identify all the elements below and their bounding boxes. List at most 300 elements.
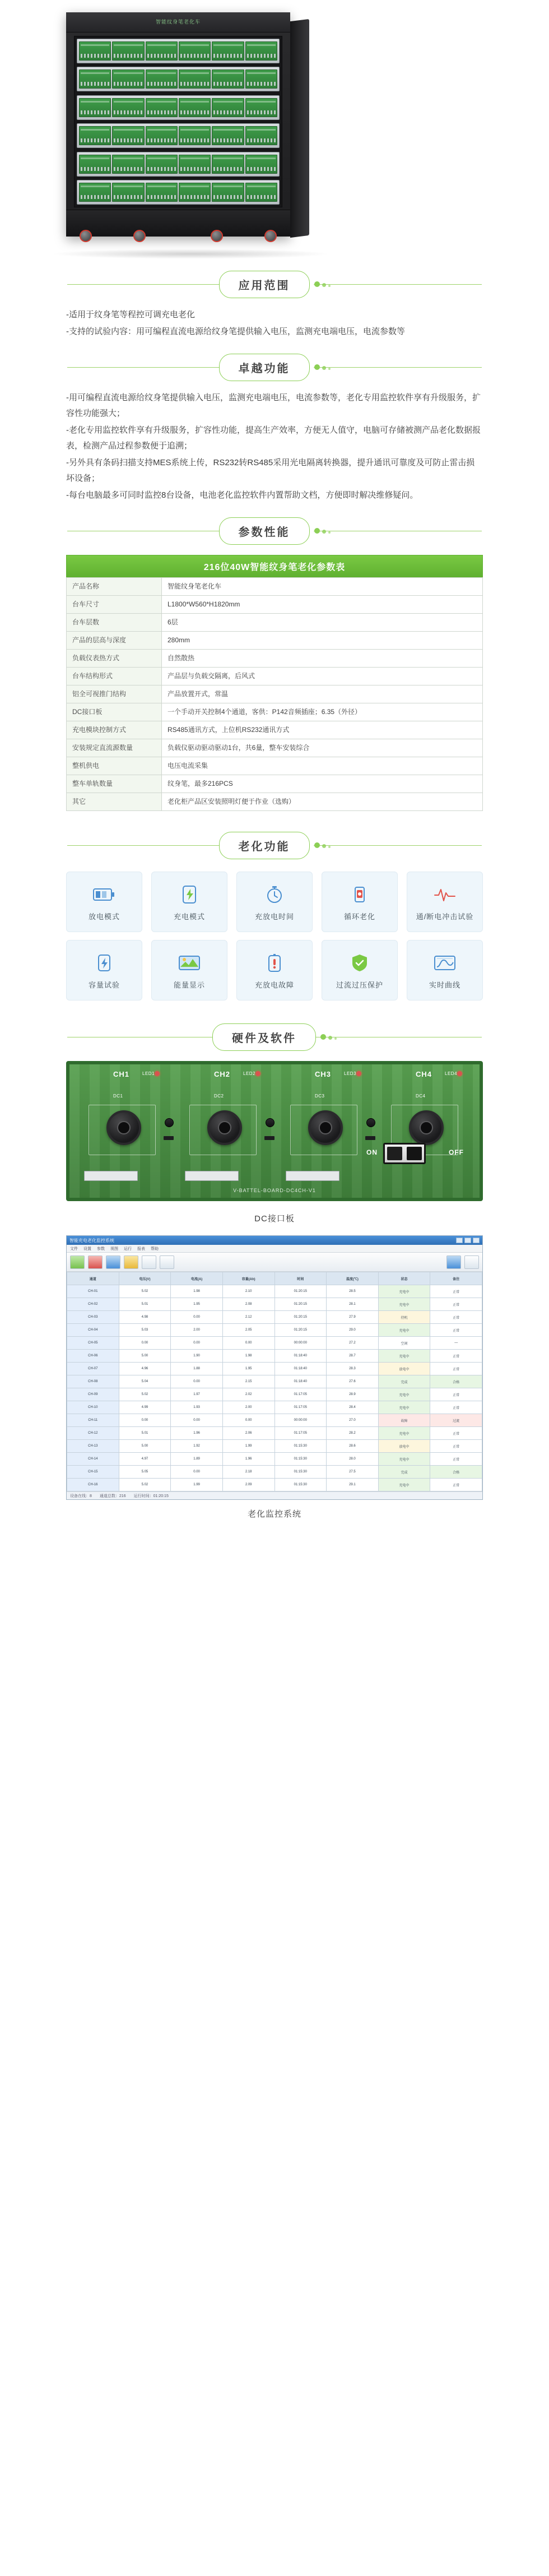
cell: 5.01 — [119, 1298, 171, 1310]
window-titlebar — [67, 1236, 482, 1245]
dc-label: DC4 — [416, 1094, 426, 1099]
status-led — [255, 1071, 260, 1076]
cell: 0.00 — [171, 1466, 222, 1478]
module-slot — [146, 183, 178, 202]
feature-card-charge-fault[interactable] — [236, 940, 313, 1000]
module-slot — [179, 155, 211, 174]
cell: 27.9 — [327, 1311, 378, 1323]
module-slot — [179, 98, 211, 117]
cell: 2.05 — [223, 1324, 274, 1336]
cell: 正常 — [430, 1285, 482, 1298]
module-slot — [112, 70, 144, 89]
table-row — [67, 632, 483, 650]
feature-label: 循环老化 — [343, 912, 375, 921]
switch-label-on: ON — [366, 1148, 378, 1156]
cell: CH-01 — [67, 1285, 119, 1298]
table-row — [67, 703, 483, 721]
cabinet-shelves — [74, 36, 282, 207]
cell: CH-02 — [67, 1298, 119, 1310]
cell: 充电中 — [379, 1453, 430, 1465]
caster-wheel — [264, 230, 277, 242]
features-line-4: -每台电脑最多可同时监控8台设备，电池老化监控软件内置帮助文档，方便即时解决维修疑问。 — [66, 490, 418, 500]
module-slot — [146, 70, 178, 89]
cell: 1.90 — [171, 1350, 222, 1362]
table-row — [67, 721, 483, 739]
cell: 01:15:30 — [275, 1453, 327, 1465]
feature-card-over-protection[interactable] — [322, 940, 398, 1000]
section-heading-scope — [0, 263, 549, 305]
window-controls[interactable] — [456, 1238, 480, 1243]
cell: 27.6 — [327, 1375, 378, 1388]
dc-interface-board — [66, 1061, 483, 1201]
cell: CH-08 — [67, 1375, 119, 1388]
module-slot — [245, 183, 277, 202]
resistor — [365, 1136, 375, 1140]
spec-value: 纹身笔，最多216PCS — [162, 775, 483, 793]
spec-value: 电压电流采集 — [162, 757, 483, 775]
battery-icon — [92, 883, 116, 906]
spec-value: 智能纹身笔老化车 — [162, 578, 483, 596]
cell: 2.12 — [223, 1311, 274, 1323]
cell: 2.10 — [223, 1285, 274, 1298]
spec-key: 充电模块控制方式 — [67, 721, 162, 739]
cell: 01:18:40 — [275, 1375, 327, 1388]
spec-value: RS485通讯方式，上位机RS232通讯方式 — [162, 721, 483, 739]
features-text-block — [0, 388, 549, 510]
column-header: 状态 — [379, 1272, 430, 1285]
spec-key: 台车尺寸 — [67, 596, 162, 614]
table-row — [67, 685, 483, 703]
feature-card-energy-display[interactable] — [151, 940, 227, 1000]
table-row — [67, 775, 483, 793]
module-slot — [245, 126, 277, 145]
feature-card-discharge[interactable] — [66, 872, 142, 932]
led-label: LED2 — [243, 1071, 256, 1076]
cell: 28.6 — [327, 1440, 378, 1452]
spec-value: 老化柜产品区安装照明灯便于作业（选购） — [162, 793, 483, 811]
cell: CH-15 — [67, 1466, 119, 1478]
cabinet-header-label: 智能纹身笔老化车 — [155, 19, 201, 25]
module-slot — [146, 155, 178, 174]
feature-label: 充电模式 — [173, 912, 205, 921]
spec-value: 自然散热 — [162, 650, 483, 668]
spec-value: 负载仪驱动驱动驱动1台，共6量，整车安装综合 — [162, 739, 483, 757]
module-slot — [79, 183, 111, 202]
module-slot — [212, 183, 244, 202]
module-slot — [112, 155, 144, 174]
heading-rule-right — [314, 284, 482, 285]
power-rocker-switch[interactable] — [383, 1143, 426, 1164]
feature-card-power-impulse[interactable] — [407, 872, 483, 932]
help-button[interactable] — [464, 1255, 479, 1269]
led-label: LED4 — [445, 1071, 458, 1076]
spec-value: 产品层与负载交隔离，后风式 — [162, 668, 483, 685]
cell: 充电中 — [379, 1324, 430, 1336]
cell: 01:20:15 — [275, 1324, 327, 1336]
menu-item-report[interactable]: 报表 — [137, 1247, 145, 1251]
menu-bar[interactable] — [67, 1245, 482, 1253]
menu-item-help[interactable]: 帮助 — [151, 1247, 159, 1251]
silkscreen-outline — [290, 1105, 357, 1155]
section-title-hardware: 硬件及软件 — [212, 1023, 316, 1051]
dc-label: DC2 — [214, 1094, 224, 1099]
cell: 2.08 — [223, 1298, 274, 1310]
cell: 充电中 — [379, 1388, 430, 1401]
cell: 1.97 — [171, 1388, 222, 1401]
dc-label: DC1 — [113, 1094, 123, 1099]
cell: — — [430, 1337, 482, 1349]
cell: 正常 — [430, 1311, 482, 1323]
status-channels: 通道总数：216 — [99, 1494, 126, 1498]
spec-key: 产品名称 — [67, 578, 162, 596]
led-label: LED1 — [142, 1071, 155, 1076]
software-screenshot-wrapper — [0, 1235, 549, 1500]
cell: 28.4 — [327, 1401, 378, 1414]
hero-shadow — [50, 249, 331, 259]
cell: 1.95 — [223, 1363, 274, 1375]
cell: 待机 — [379, 1311, 430, 1323]
bottom-spacer — [0, 1531, 549, 1545]
cabinet-side-panel — [290, 19, 309, 238]
cell: 4.97 — [119, 1453, 171, 1465]
cell: 2.02 — [223, 1388, 274, 1401]
cell: 27.5 — [327, 1466, 378, 1478]
shelf-row — [77, 123, 280, 148]
cell: CH-12 — [67, 1427, 119, 1439]
curve-view-button[interactable] — [446, 1255, 461, 1269]
cell: 正常 — [430, 1298, 482, 1310]
cabinet-header-panel — [66, 12, 290, 33]
spec-value: 产品放置开式，常温 — [162, 685, 483, 703]
feature-card-charge[interactable] — [151, 872, 227, 932]
feature-label: 放电模式 — [88, 912, 120, 921]
cell: 0.00 — [171, 1414, 222, 1426]
cell: CH-13 — [67, 1440, 119, 1452]
heading-rule-left — [67, 284, 235, 285]
cell: CH-09 — [67, 1388, 119, 1401]
cell: 01:20:15 — [275, 1311, 327, 1323]
feature-card-charge-time[interactable] — [236, 872, 313, 932]
section-title-aging: 老化功能 — [219, 832, 310, 859]
cell: 0.00 — [119, 1337, 171, 1349]
cycle-icon — [348, 883, 371, 906]
module-slot — [179, 70, 211, 89]
resistor — [164, 1136, 174, 1140]
cell: 5.01 — [119, 1427, 171, 1439]
capacitor — [266, 1118, 274, 1127]
table-row — [67, 793, 483, 811]
heading-dots-icon — [314, 281, 331, 287]
module-slot — [212, 98, 244, 117]
cell: 28.5 — [327, 1285, 378, 1298]
cell: 00:00:00 — [275, 1337, 327, 1349]
table-row — [67, 739, 483, 757]
stop-button[interactable] — [88, 1255, 103, 1269]
cell: 28.2 — [327, 1427, 378, 1439]
cell: 1.98 — [171, 1285, 222, 1298]
cell: 放电中 — [379, 1363, 430, 1375]
cell: 28.1 — [327, 1298, 378, 1310]
cell: 充电中 — [379, 1401, 430, 1414]
scope-text-block — [0, 305, 549, 346]
cell: 01:17:05 — [275, 1388, 327, 1401]
close-icon — [473, 1238, 480, 1243]
cell: 28.9 — [327, 1388, 378, 1401]
table-row — [67, 757, 483, 775]
cell: 正常 — [430, 1401, 482, 1414]
heading-rule-right — [314, 367, 482, 368]
cell: 01:18:40 — [275, 1350, 327, 1362]
cell: 1.96 — [223, 1453, 274, 1465]
caster-wheel — [80, 230, 92, 242]
cell: 00:00:00 — [275, 1414, 327, 1426]
cell: 0.00 — [171, 1337, 222, 1349]
feature-label: 充放电时间 — [254, 912, 294, 921]
status-bar — [67, 1491, 482, 1499]
caster-wheel — [211, 230, 223, 242]
charge-bolt-icon — [178, 883, 201, 906]
cell: 正常 — [430, 1324, 482, 1336]
spec-key: 其它 — [67, 793, 162, 811]
column-header: 通道 — [67, 1272, 119, 1285]
terminal-block — [286, 1171, 339, 1181]
shelf-row — [77, 152, 280, 177]
column-header: 温度(℃) — [327, 1272, 378, 1285]
section-title-features: 卓越功能 — [219, 354, 310, 381]
spec-value: L1800*W560*H1820mm — [162, 596, 483, 614]
spec-value: 280mm — [162, 632, 483, 650]
table-row — [67, 650, 483, 668]
silkscreen-outline — [89, 1105, 156, 1155]
scope-line-1: -适用于纹身笔等程控可调充电老化 — [66, 310, 195, 319]
feature-card-capacity-test[interactable] — [66, 940, 142, 1000]
table-row — [67, 578, 483, 596]
curve-icon — [433, 951, 457, 975]
resistor — [264, 1136, 274, 1140]
cell: 0.00 — [171, 1375, 222, 1388]
cell: 1.89 — [171, 1453, 222, 1465]
module-slot — [212, 126, 244, 145]
heading-dots-icon — [314, 842, 331, 848]
menu-item-file[interactable]: 文件 — [70, 1247, 78, 1251]
module-slot — [179, 126, 211, 145]
module-slot — [112, 41, 144, 61]
column-header: 电流(A) — [171, 1272, 222, 1285]
module-slot — [79, 155, 111, 174]
cabinet-illustration — [66, 12, 307, 248]
menu-item-view[interactable]: 视图 — [110, 1247, 118, 1251]
spec-key: 产品的层高与深度 — [67, 632, 162, 650]
feature-card-realtime-curve[interactable] — [407, 940, 483, 1000]
cell: 5.02 — [119, 1388, 171, 1401]
software-caption: 老化监控系统 — [247, 1509, 301, 1519]
feature-label: 充放电故障 — [254, 980, 294, 989]
channel-data-table — [67, 1272, 482, 1491]
heading-dots-icon — [314, 528, 331, 534]
cell: 1.96 — [171, 1427, 222, 1439]
heading-rule-left — [67, 367, 235, 368]
module-slot — [112, 183, 144, 202]
features-line-2: -老化专用监控软件享有升级服务，扩容性功能，提高生产效率，方便无人值守，电脑可存储被测产品老化数据报表，检测产品过程参数便于追溯； — [66, 425, 481, 451]
cell: 0.00 — [119, 1414, 171, 1426]
cell: 正常 — [430, 1427, 482, 1439]
board-footer-text: V-BATTEL-BOARD-DC4CH-V1 — [233, 1188, 316, 1193]
module-slot — [146, 98, 178, 117]
cell: 完成 — [379, 1466, 430, 1478]
spec-key: 整机供电 — [67, 757, 162, 775]
cell: CH-05 — [67, 1337, 119, 1349]
cell: 1.88 — [171, 1363, 222, 1375]
pcb-photo-wrapper — [0, 1058, 549, 1204]
menu-item-settings[interactable]: 设置 — [83, 1247, 91, 1251]
start-button[interactable] — [70, 1255, 85, 1269]
section-heading-params — [0, 510, 549, 552]
cell: 1.92 — [171, 1440, 222, 1452]
module-slot — [245, 70, 277, 89]
hero-product-photo — [0, 0, 549, 263]
table-row — [67, 614, 483, 632]
spec-value: 一个手动开关控制4个通道，客供：P142音频插座；6.35（外径） — [162, 703, 483, 721]
cell: 5.00 — [119, 1350, 171, 1362]
fault-icon — [263, 951, 286, 975]
cell: 正常 — [430, 1453, 482, 1465]
cell: 0.00 — [223, 1337, 274, 1349]
cell: 充电中 — [379, 1479, 430, 1491]
cell: 正常 — [430, 1479, 482, 1491]
module-slot — [245, 155, 277, 174]
cell: 2.00 — [223, 1401, 274, 1414]
cell: 合格 — [430, 1466, 482, 1478]
settings-button[interactable] — [106, 1255, 120, 1269]
cell: 29.0 — [327, 1324, 378, 1336]
status-led — [356, 1071, 361, 1076]
features-line-1: -用可编程直流电源给纹身笔提供输入电压，监测充电端电压，电流参数等，老化专用监控软件享有升级服务，扩容性功能强大； — [66, 393, 481, 418]
channel-label: CH3 — [315, 1070, 332, 1078]
cell: CH-11 — [67, 1414, 119, 1426]
cell: 27.0 — [327, 1414, 378, 1426]
section-heading-hardware — [0, 1016, 549, 1058]
cell: 5.02 — [119, 1285, 171, 1298]
module-slot — [212, 70, 244, 89]
status-led — [457, 1071, 462, 1076]
section-heading-aging — [0, 824, 549, 866]
cell: 充电中 — [379, 1350, 430, 1362]
feature-label: 实时曲线 — [429, 980, 460, 989]
column-header: 备注 — [430, 1272, 482, 1285]
cell: 放电中 — [379, 1440, 430, 1452]
shelf-row — [77, 180, 280, 205]
cell: 完成 — [379, 1375, 430, 1388]
section-heading-features — [0, 346, 549, 388]
toolbar[interactable] — [67, 1253, 482, 1272]
cell: 27.2 — [327, 1337, 378, 1349]
cell: 5.05 — [119, 1466, 171, 1478]
feature-label: 通/断电冲击试验 — [416, 912, 474, 921]
cell: 1.93 — [171, 1401, 222, 1414]
menu-item-params[interactable]: 参数 — [97, 1247, 105, 1251]
channel-label: CH4 — [416, 1070, 432, 1078]
cabinet-front — [66, 12, 290, 237]
cell: 28.0 — [327, 1453, 378, 1465]
window-title: 智能充电老化监控系统 — [69, 1238, 114, 1243]
spec-key: 负载仪表热方式 — [67, 650, 162, 668]
cell: 01:17:05 — [275, 1427, 327, 1439]
aging-feature-grid — [0, 866, 549, 1016]
cell: CH-14 — [67, 1453, 119, 1465]
capacity-icon — [92, 951, 116, 975]
cell: 合格 — [430, 1375, 482, 1388]
features-line-3: -另外具有条码扫描支持MES系统上传，RS232转RS485采用光电隔离转换器，提升通讯可靠度及可防止雷击损坏设备； — [66, 458, 475, 483]
spec-key: 台车结构形式 — [67, 668, 162, 685]
cell: 正常 — [430, 1440, 482, 1452]
spec-table — [66, 577, 483, 811]
cell: 4.96 — [119, 1363, 171, 1375]
cell: 5.02 — [119, 1479, 171, 1491]
cell: 正常 — [430, 1363, 482, 1375]
maximize-icon — [464, 1238, 471, 1243]
module-slot — [212, 41, 244, 61]
menu-item-run[interactable]: 运行 — [124, 1247, 132, 1251]
module-slot — [146, 41, 178, 61]
feature-label: 容量试验 — [88, 980, 120, 989]
cell: 01:17:05 — [275, 1401, 327, 1414]
heading-rule-right — [314, 845, 482, 846]
silkscreen-outline — [189, 1105, 257, 1155]
cell: 01:15:30 — [275, 1440, 327, 1452]
caster-wheel — [133, 230, 146, 242]
module-slot — [79, 41, 111, 61]
export-button[interactable] — [160, 1255, 174, 1269]
cell: 正常 — [430, 1388, 482, 1401]
cell: 5.03 — [119, 1324, 171, 1336]
refresh-button[interactable] — [142, 1255, 156, 1269]
column-header: 时间 — [275, 1272, 327, 1285]
spec-table-wrapper — [0, 552, 549, 824]
scope-line-2: -支持的试验内容：用可编程直流电源给纹身笔提供输入电压，监测充电端电压，电流参数等 — [66, 327, 405, 336]
section-title-scope: 应用范围 — [219, 271, 310, 298]
cell: CH-16 — [67, 1479, 119, 1491]
spec-key: 整车单轨数量 — [67, 775, 162, 793]
cell: 充电中 — [379, 1298, 430, 1310]
monitoring-software-window — [66, 1235, 483, 1500]
capacitor — [165, 1118, 174, 1127]
report-button[interactable] — [124, 1255, 138, 1269]
cell: 01:15:30 — [275, 1479, 327, 1491]
feature-label: 过流过压保护 — [336, 980, 383, 989]
module-slot — [146, 126, 178, 145]
module-slot — [79, 98, 111, 117]
cabinet-base — [66, 210, 290, 237]
heading-dots-icon — [314, 364, 331, 370]
status-led — [155, 1071, 160, 1076]
cell: 过流 — [430, 1414, 482, 1426]
cell: 1.99 — [171, 1479, 222, 1491]
cell: 01:18:40 — [275, 1363, 327, 1375]
table-row — [67, 596, 483, 614]
column-header: 电压(V) — [119, 1272, 171, 1285]
feature-card-cycle-aging[interactable] — [322, 872, 398, 932]
cell: 0.00 — [171, 1311, 222, 1323]
cell: CH-06 — [67, 1350, 119, 1362]
module-slot — [212, 155, 244, 174]
led-label: LED3 — [344, 1071, 357, 1076]
cell: 1.99 — [223, 1440, 274, 1452]
shelf-row — [77, 39, 280, 63]
spec-table-title: 216位40W智能纹身笔老化参数表 — [66, 555, 483, 577]
cell: 2.00 — [171, 1324, 222, 1336]
cell: CH-07 — [67, 1363, 119, 1375]
minimize-icon — [456, 1238, 463, 1243]
